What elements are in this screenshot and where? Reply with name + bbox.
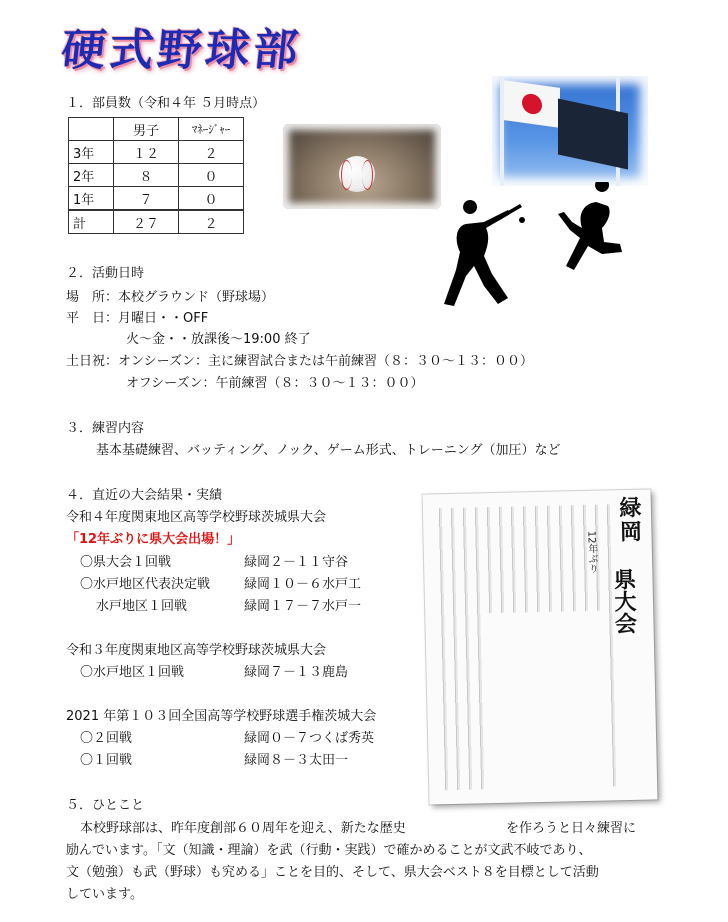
table-cell: ７ bbox=[114, 187, 179, 211]
baseball-icon bbox=[339, 156, 375, 192]
table-cell: ２ bbox=[179, 210, 244, 234]
table-row bbox=[69, 210, 244, 234]
schedule-weekday-1: 平 日：月曜日・・OFF bbox=[66, 311, 209, 326]
message-line: しています。 bbox=[66, 887, 143, 902]
table-cell: ８ bbox=[114, 164, 179, 187]
table-header-row bbox=[69, 118, 244, 141]
table-cell: ０ bbox=[179, 187, 244, 211]
schedule-weekend-2: オフシーズン：午前練習（８：３０～１３：００） bbox=[126, 376, 424, 391]
message-line: 文（勉強）も武（野球）も究める」ことを目的、そして、県大会ベスト８を目標として活動 bbox=[66, 865, 599, 880]
table-cell: ２ bbox=[179, 141, 244, 164]
message-line: を作ろうと日々練習に bbox=[506, 821, 637, 836]
result-score: 緑岡２－１１守谷 bbox=[244, 555, 349, 570]
message-line: 励んでいます。「文（知識・理論）を武（行動・実践）で確かめることが文武不岐であり、 bbox=[66, 843, 592, 858]
table-row bbox=[69, 164, 244, 187]
flags-photo bbox=[492, 76, 648, 186]
practice-content: 基本基礎練習、バッティング、ノック、ゲーム形式、トレーニング（加圧）など bbox=[96, 443, 561, 458]
members-table bbox=[68, 117, 244, 234]
section-practice-heading: ３．練習内容 bbox=[66, 421, 145, 436]
result-score: 緑岡７－１３鹿島 bbox=[244, 665, 349, 680]
result-score: 緑岡１０－６水戸工 bbox=[244, 577, 362, 592]
section-schedule-heading: ２．活動日時 bbox=[66, 266, 145, 281]
section-results-heading: ４．直近の大会結果・実績 bbox=[66, 488, 223, 503]
table-cell: 2年 bbox=[69, 164, 114, 187]
table-cell bbox=[69, 118, 114, 141]
result-score: 緑岡０－７つくば秀英 bbox=[244, 731, 375, 746]
table-header: ﾏﾈｰｼﾞｬｰ bbox=[179, 118, 244, 141]
result-round: 〇県大会１回戦 bbox=[80, 555, 172, 570]
tournament-title: 2021 年第１０３回全国高等学校野球選手権茨城大会 bbox=[66, 709, 377, 724]
table-cell: 3年 bbox=[69, 141, 114, 164]
clipping-headline: 緑岡 bbox=[615, 495, 643, 545]
clipping-subheadline: 12年ぶり bbox=[585, 530, 598, 574]
clipping-headline-2: 県大会 bbox=[610, 567, 638, 635]
tournament-title: 令和３年度関東地区高等学校野球茨城県大会 bbox=[66, 643, 327, 658]
schedule-weekday-2: 火～金・・放課後～19:00 終了 bbox=[126, 332, 311, 347]
result-round: 〇水戸地区１回戦 bbox=[80, 665, 185, 680]
pitcher-silhouette-icon bbox=[552, 182, 632, 272]
table-cell: ２７ bbox=[114, 210, 179, 234]
page-title: 硬式野球部 bbox=[58, 25, 305, 76]
japan-flag-icon bbox=[504, 80, 560, 128]
table-row bbox=[69, 187, 244, 211]
result-round: 〇水戸地区代表決定戦 bbox=[80, 577, 211, 592]
section-members-heading: １．部員数（令和４年 ５月時点） bbox=[66, 96, 266, 111]
table-header: 男子 bbox=[114, 118, 179, 141]
schedule-place: 場 所：本校グラウンド（野球場） bbox=[66, 290, 275, 305]
tournament-title: 令和４年度関東地区高等学校野球茨城県大会 bbox=[66, 510, 327, 525]
highlight-text: 「12年ぶりに県大会出場！」 bbox=[66, 532, 241, 547]
table-cell: ０ bbox=[179, 164, 244, 187]
baseball-photo bbox=[283, 124, 441, 209]
table-cell: 1年 bbox=[69, 187, 114, 211]
result-round: 〇１回戦 bbox=[80, 753, 133, 768]
schedule-weekend-1: 土日祝：オンシーズン：主に練習試合または午前練習（８：３０～１３：００） bbox=[66, 354, 534, 369]
message-line: 本校野球部は、昨年度創部６０周年を迎え、新たな歴史 bbox=[80, 821, 406, 836]
result-score: 緑岡１７－７水戸一 bbox=[244, 599, 362, 614]
result-score: 緑岡８－３太田一 bbox=[244, 753, 349, 768]
batter-silhouette-icon bbox=[440, 200, 530, 312]
result-round: 水戸地区１回戦 bbox=[96, 599, 188, 614]
table-row bbox=[69, 141, 244, 164]
result-round: 〇２回戦 bbox=[80, 731, 133, 746]
table-cell: 計 bbox=[69, 210, 114, 234]
section-message-heading: ５．ひとこと bbox=[66, 798, 145, 813]
newspaper-clipping bbox=[423, 489, 658, 804]
table-cell: １２ bbox=[114, 141, 179, 164]
